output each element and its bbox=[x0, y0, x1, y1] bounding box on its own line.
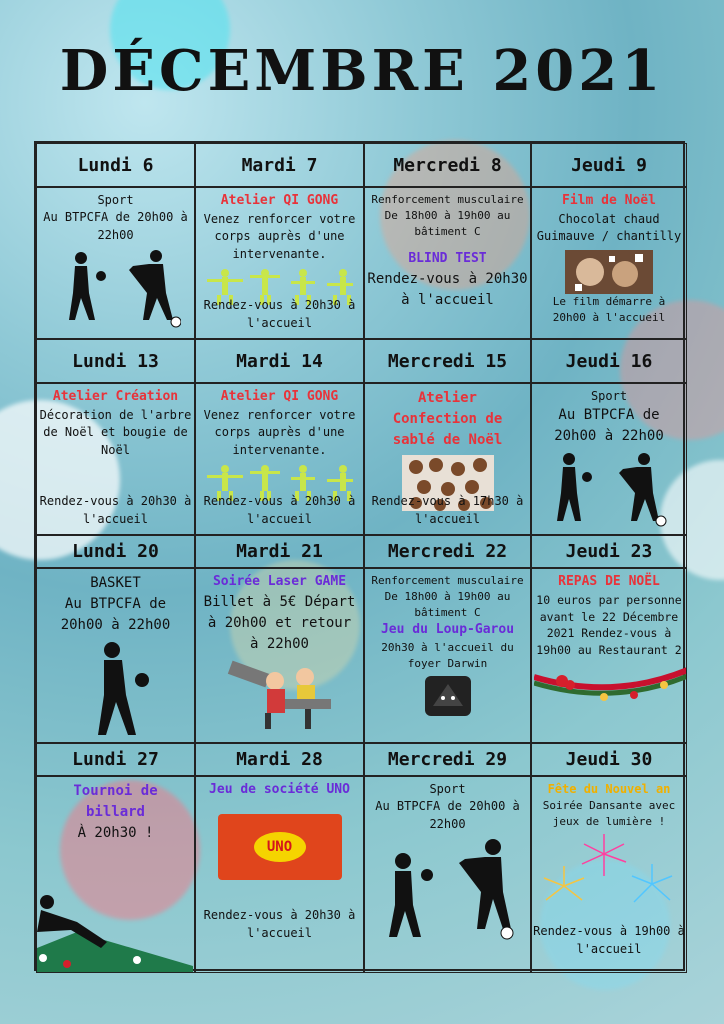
uno-logo: UNO bbox=[254, 832, 306, 862]
event-footer: Rendez-vous à 17h30 à l'accueil bbox=[371, 494, 524, 526]
event-cell-22 bbox=[364, 568, 531, 743]
day-header-14: Mardi 14 bbox=[195, 339, 364, 383]
event-title: Sport bbox=[590, 389, 628, 403]
event-text: Au BTPCFA de 20h00 à 22h00 bbox=[375, 799, 520, 831]
event-cell-7 bbox=[195, 187, 364, 339]
event-text: Décoration de l'arbre de Noël et bougie de Noël bbox=[39, 407, 192, 457]
event-text: 10 euros par personne avant le 22 Décembre 2021 Rendez-vous à 19h00 au Restaurant 2 bbox=[536, 592, 682, 657]
billiard-player-icon bbox=[37, 892, 193, 972]
event-text: Chocolat chaud Guimauve / chantilly bbox=[536, 211, 682, 244]
event-text: Renforcement musculaire De 18h00 à 19h00 au bâtiment C bbox=[371, 193, 524, 238]
basketball-player-icon bbox=[76, 640, 156, 740]
page-title: DÉCEMBRE 2021 bbox=[59, 38, 665, 104]
fireworks-icon bbox=[534, 834, 684, 910]
day-header-6: Lundi 6 bbox=[36, 143, 195, 187]
hot-chocolate-photo bbox=[565, 250, 653, 294]
day-header-29: Mercredi 29 bbox=[364, 743, 531, 776]
event-cell-8 bbox=[364, 187, 531, 339]
event-cell-14 bbox=[195, 383, 364, 535]
event-cell-16 bbox=[531, 383, 687, 535]
event-text: Au BTPCFA de 20h00 à 22h00 bbox=[60, 596, 171, 633]
event-cell-27 bbox=[36, 776, 195, 973]
event-cell-30 bbox=[531, 776, 687, 973]
calendar-grid bbox=[34, 141, 685, 971]
event-cell-23 bbox=[531, 568, 687, 743]
event-cell-20 bbox=[36, 568, 195, 743]
day-header-13: Lundi 13 bbox=[36, 339, 195, 383]
day-header-9: Jeudi 9 bbox=[531, 143, 687, 187]
event-title: Atelier QI GONG bbox=[220, 389, 339, 404]
event-title: Fête du Nouvel an bbox=[547, 782, 671, 796]
basketball-players-icon bbox=[549, 451, 669, 527]
werewolf-game-icon bbox=[425, 676, 471, 716]
event-cell-9 bbox=[531, 187, 687, 339]
event-footer: Rendez-vous à 19h00 à l'accueil bbox=[533, 924, 685, 956]
laser-game-cartoon bbox=[225, 659, 335, 731]
event-title: Atelier Création bbox=[52, 389, 179, 404]
event-title: Jeu de société UNO bbox=[209, 782, 350, 797]
day-header-27: Lundi 27 bbox=[36, 743, 195, 776]
day-header-16: Jeudi 16 bbox=[531, 339, 687, 383]
uno-cards-image bbox=[218, 814, 342, 880]
day-header-15: Mercredi 15 bbox=[364, 339, 531, 383]
event-cell-13 bbox=[36, 383, 195, 535]
event-title: Sport bbox=[429, 782, 466, 796]
event-title: Atelier QI GONG bbox=[220, 193, 339, 208]
event-text: Billet à 5€ Départ à 20h00 et retour à 22h00 bbox=[203, 593, 356, 652]
event-title: Atelier Confection de sablé de Noël bbox=[392, 390, 503, 448]
event-title: BASKET bbox=[90, 575, 141, 591]
event-footer: Rendez-vous à 20h30 à l'accueil bbox=[203, 494, 356, 526]
event-title: Soirée Laser GAME bbox=[212, 574, 347, 589]
event-footer: Rendez-vous à 20h30 à l'accueil bbox=[39, 494, 192, 526]
event-text: À 20h30 ! bbox=[77, 825, 154, 841]
event-cell-29 bbox=[364, 776, 531, 973]
event-cell-28 bbox=[195, 776, 364, 973]
event-text: Au BTPCFA de 20h00 à 22h00 bbox=[554, 407, 664, 445]
event-title: Tournoi de billard bbox=[73, 783, 158, 820]
event-text: Renforcement musculaire De 18h00 à 19h00 au bâtiment C bbox=[371, 574, 524, 619]
event-cell-6 bbox=[36, 187, 195, 339]
christmas-garland-decoration bbox=[534, 663, 687, 707]
event-footer: 20h30 à l'accueil du foyer Darwin bbox=[381, 640, 514, 670]
day-header-8: Mercredi 8 bbox=[364, 143, 531, 187]
day-header-22: Mercredi 22 bbox=[364, 535, 531, 568]
event-footer: Rendez-vous à 20h30 à l'accueil bbox=[203, 908, 356, 940]
day-header-23: Jeudi 23 bbox=[531, 535, 687, 568]
day-header-28: Mardi 28 bbox=[195, 743, 364, 776]
event-title: Jeu du Loup-Garou bbox=[380, 621, 515, 637]
event-footer: Rendez-vous à 20h30 à l'accueil bbox=[367, 270, 528, 308]
day-header-20: Lundi 20 bbox=[36, 535, 195, 568]
event-cell-15 bbox=[364, 383, 531, 535]
event-footer: Le film démarre à 20h00 à l'accueil bbox=[552, 294, 666, 324]
event-text: Au BTPCFA de 20h00 à 22h00 bbox=[43, 210, 188, 242]
day-header-30: Jeudi 30 bbox=[531, 743, 687, 776]
day-header-21: Mardi 21 bbox=[195, 535, 364, 568]
basketball-players-icon bbox=[51, 248, 181, 328]
basketball-players-icon bbox=[373, 837, 523, 943]
event-text: Venez renforcer votre corps auprès d'une intervenante. bbox=[203, 407, 356, 457]
day-header-7: Mardi 7 bbox=[195, 143, 364, 187]
event-cell-21 bbox=[195, 568, 364, 743]
event-title: BLIND TEST bbox=[408, 250, 487, 266]
event-footer: Rendez-vous à 20h30 à l'accueil bbox=[203, 298, 356, 330]
event-title: Sport bbox=[97, 193, 134, 207]
event-title: REPAS DE NOËL bbox=[558, 574, 660, 589]
event-text: Venez renforcer votre corps auprès d'une intervenante. bbox=[203, 211, 356, 261]
event-title: Film de Noël bbox=[562, 193, 656, 208]
event-text: Soirée Dansante avec jeux de lumière ! bbox=[542, 799, 676, 829]
